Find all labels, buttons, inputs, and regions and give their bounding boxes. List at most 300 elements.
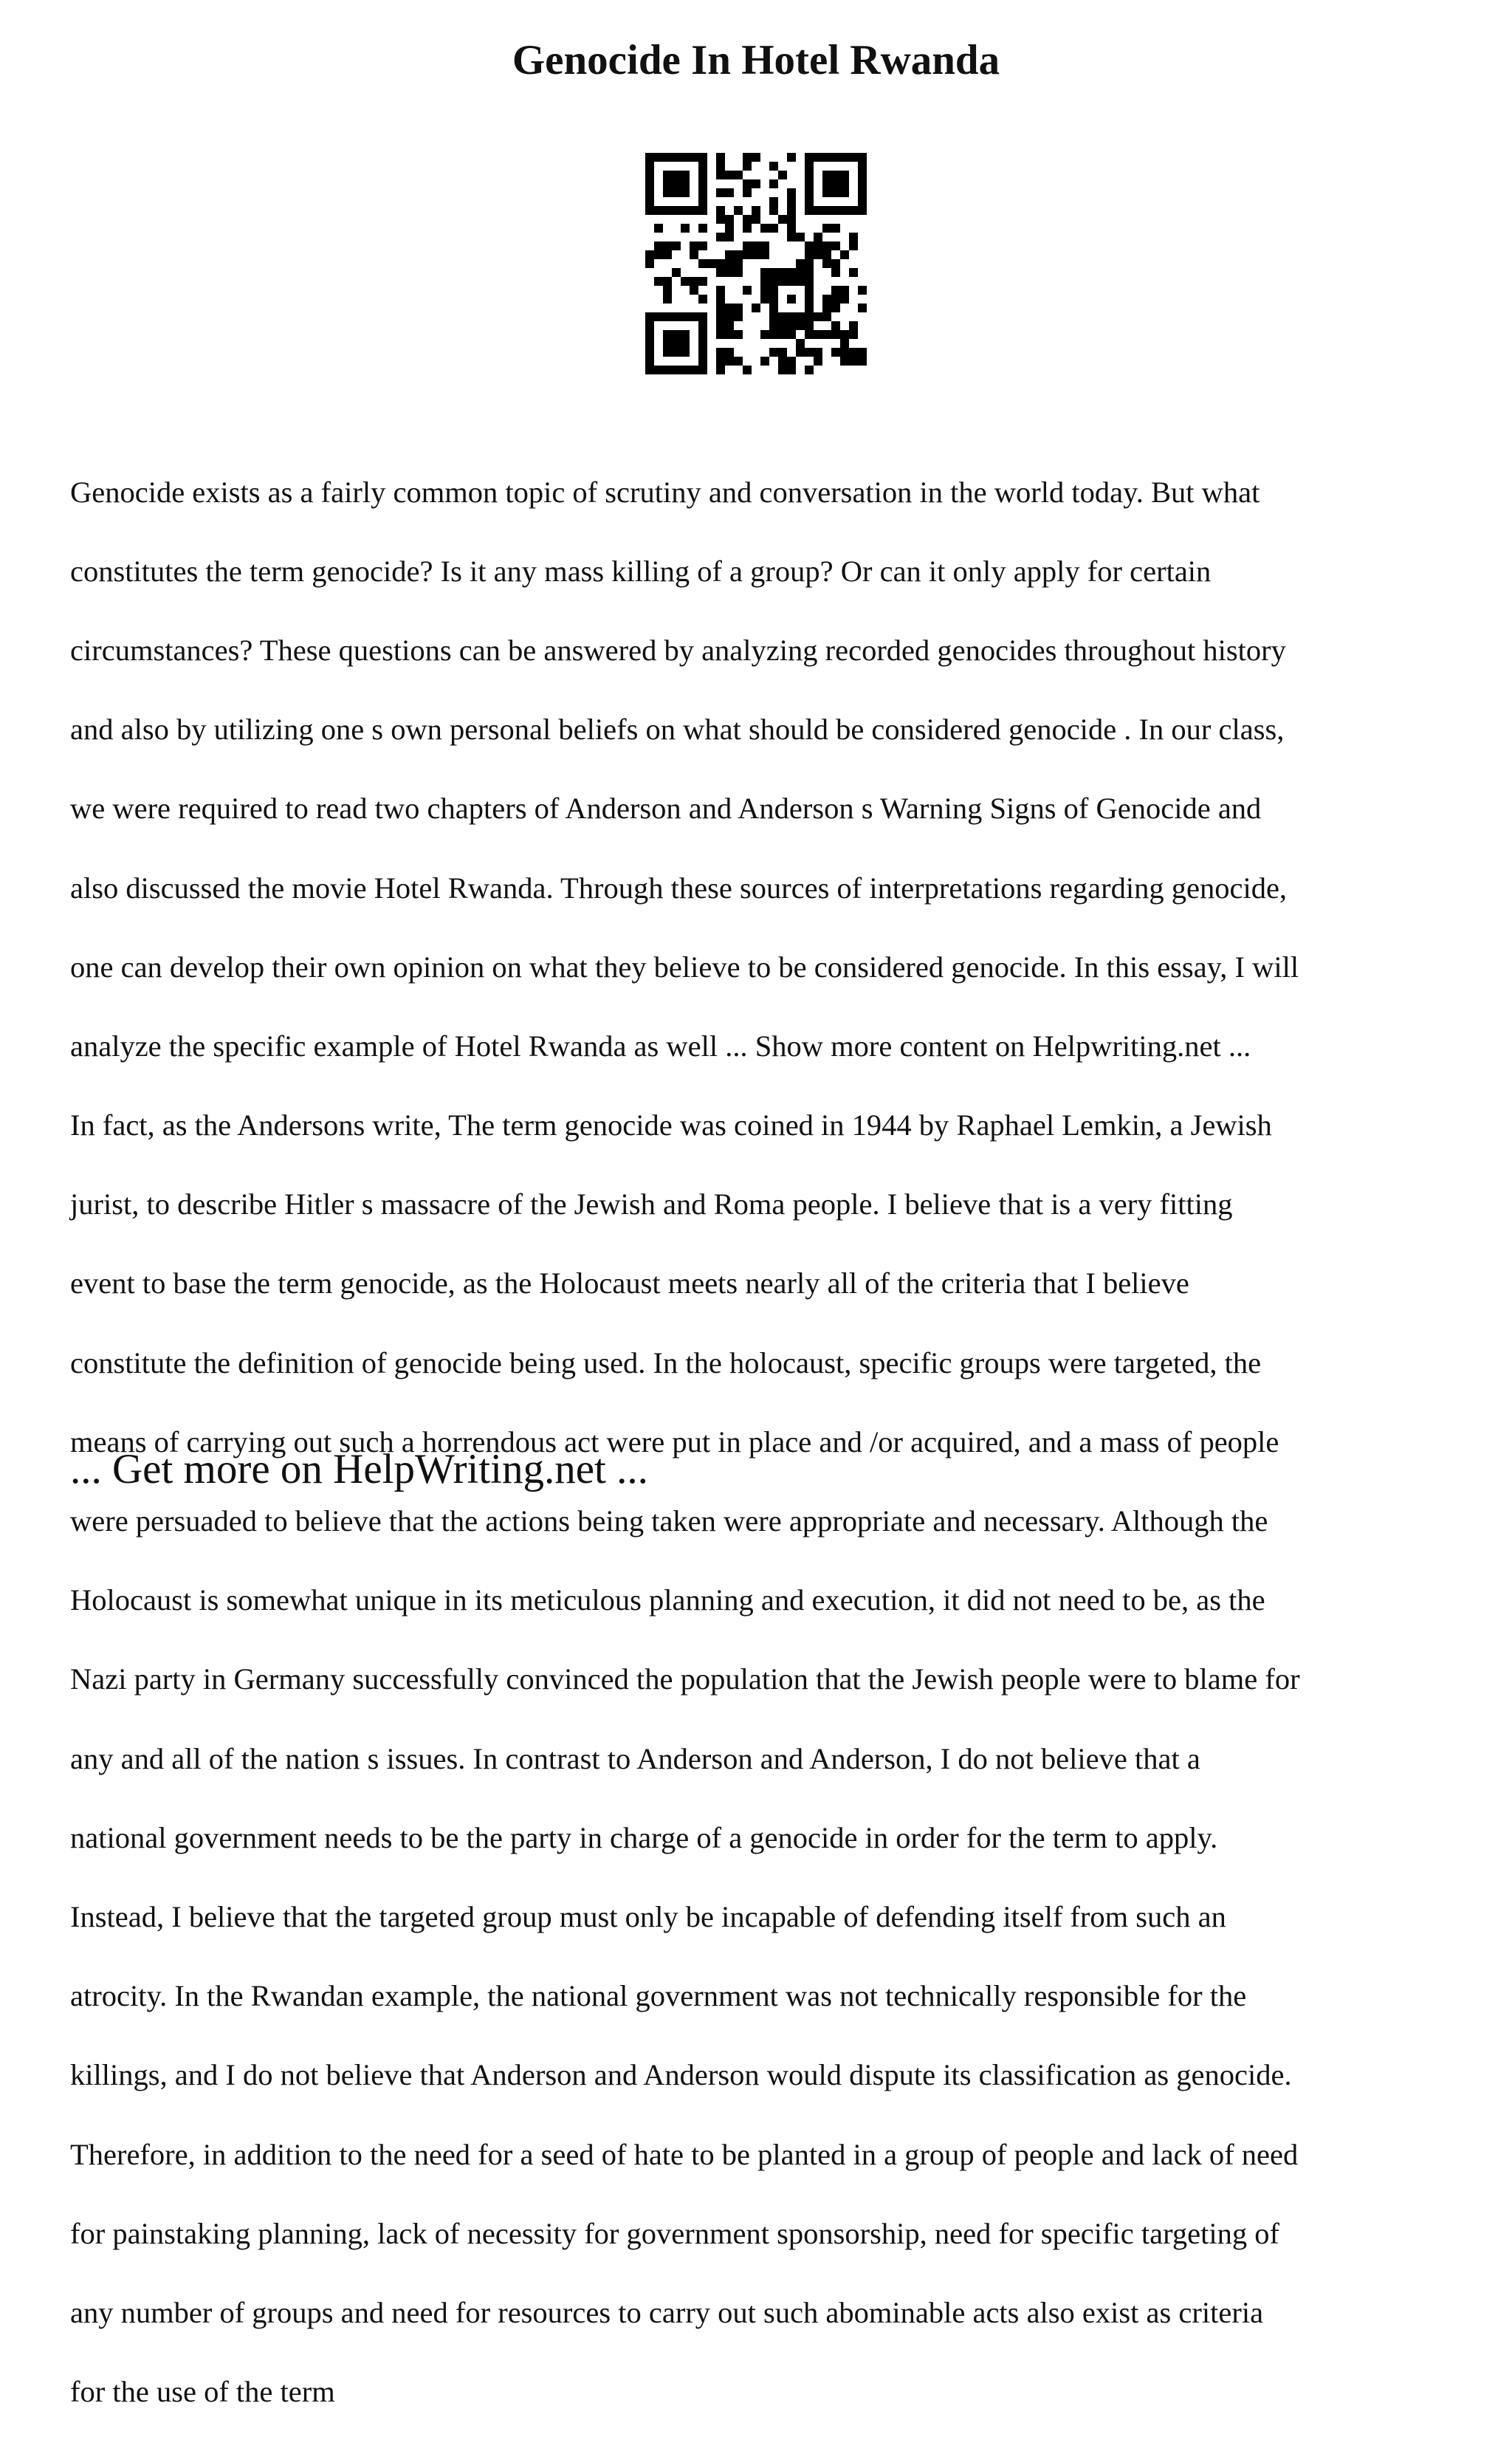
- qr-module: [698, 206, 707, 215]
- qr-module: [645, 153, 654, 162]
- qr-module: [787, 277, 796, 286]
- qr-module: [849, 206, 858, 215]
- qr-module: [796, 339, 805, 348]
- qr-module: [778, 268, 787, 277]
- qr-module: [663, 171, 672, 179]
- qr-module: [672, 179, 681, 188]
- qr-module: [787, 321, 796, 330]
- qr-module: [787, 233, 796, 241]
- qr-module: [805, 153, 814, 162]
- qr-module: [663, 286, 672, 295]
- qr-module: [645, 366, 654, 374]
- qr-module: [831, 224, 840, 233]
- qr-module: [645, 206, 654, 215]
- qr-module: [858, 286, 867, 295]
- qr-module: [654, 241, 663, 250]
- qr-module: [858, 304, 867, 312]
- qr-module: [805, 304, 814, 312]
- qr-module: [858, 348, 867, 357]
- qr-module: [672, 312, 681, 321]
- qr-module: [778, 321, 787, 330]
- qr-module: [840, 171, 849, 179]
- qr-module: [814, 312, 822, 321]
- qr-module: [805, 188, 814, 197]
- qr-module: [787, 312, 796, 321]
- qr-module: [663, 330, 672, 339]
- qr-module: [734, 330, 743, 339]
- qr-module: [760, 286, 769, 295]
- qr-module: [743, 241, 752, 250]
- qr-module: [840, 286, 849, 295]
- qr-module: [840, 179, 849, 188]
- qr-module: [716, 153, 725, 162]
- essay-line: and also by utilizing one s own personal beliefs on what should be considered genocide . In our class,: [70, 713, 1285, 747]
- qr-module: [725, 357, 734, 366]
- qr-module: [716, 206, 725, 215]
- qr-module: [645, 348, 654, 357]
- qr-module: [663, 339, 672, 348]
- qr-module: [698, 339, 707, 348]
- qr-module: [698, 295, 707, 304]
- qr-module: [769, 330, 778, 339]
- qr-module: [831, 171, 840, 179]
- qr-module: [805, 286, 814, 295]
- qr-module: [831, 348, 840, 357]
- qr-module: [787, 153, 796, 162]
- qr-module: [698, 277, 707, 286]
- qr-module: [814, 250, 822, 259]
- qr-module: [760, 357, 769, 366]
- qr-module: [734, 268, 743, 277]
- qr-module: [725, 268, 734, 277]
- qr-module: [672, 206, 681, 215]
- qr-module: [858, 171, 867, 179]
- essay-line: killings, and I do not believe that Anderson and Anderson would dispute its classification as genocide.: [70, 2058, 1292, 2092]
- qr-module: [690, 366, 698, 374]
- qr-module: [645, 197, 654, 206]
- qr-module: [698, 162, 707, 171]
- qr-module: [787, 330, 796, 339]
- qr-module: [725, 312, 734, 321]
- qr-module: [822, 241, 831, 250]
- qr-module: [725, 215, 734, 224]
- qr-module: [690, 250, 698, 259]
- qr-module: [681, 330, 690, 339]
- qr-module: [822, 153, 831, 162]
- qr-module: [822, 206, 831, 215]
- qr-module: [654, 312, 663, 321]
- qr-module: [849, 153, 858, 162]
- qr-module: [796, 277, 805, 286]
- qr-module: [645, 330, 654, 339]
- qr-module: [840, 295, 849, 304]
- qr-module: [698, 357, 707, 366]
- page-title: Genocide In Hotel Rwanda: [512, 37, 1000, 83]
- qr-module: [716, 295, 725, 304]
- essay-line: atrocity. In the Rwandan example, the national government was not technically responsible for the: [70, 1979, 1247, 2013]
- qr-module: [698, 153, 707, 162]
- qr-module: [849, 268, 858, 277]
- qr-module: [698, 224, 707, 233]
- qr-module: [858, 153, 867, 162]
- qr-module: [787, 268, 796, 277]
- qr-module: [840, 188, 849, 197]
- qr-module: [690, 286, 698, 295]
- get-more-link[interactable]: ... Get more on HelpWriting.net ...: [70, 1446, 648, 1492]
- qr-module: [681, 277, 690, 286]
- qr-module: [645, 357, 654, 366]
- qr-module: [849, 357, 858, 366]
- qr-module: [814, 357, 822, 366]
- qr-module: [778, 215, 787, 224]
- qr-module: [831, 268, 840, 277]
- qr-module: [805, 312, 814, 321]
- essay-line: event to base the term genocide, as the Holocaust meets nearly all of the criteria that I believe: [70, 1266, 1189, 1300]
- qr-module: [645, 171, 654, 179]
- essay-line: we were required to read two chapters of Anderson and Anderson s Warning Signs of Genocide and: [70, 792, 1262, 826]
- qr-module: [725, 321, 734, 330]
- qr-module: [796, 259, 805, 268]
- qr-module: [681, 206, 690, 215]
- qr-module: [805, 295, 814, 304]
- qr-module: [778, 357, 787, 366]
- qr-module: [796, 321, 805, 330]
- qr-module: [681, 312, 690, 321]
- qr-module: [787, 215, 796, 224]
- qr-module: [769, 268, 778, 277]
- qr-module: [752, 215, 760, 224]
- qr-module: [654, 366, 663, 374]
- qr-module: [716, 215, 725, 224]
- qr-module: [858, 188, 867, 197]
- qr-module: [831, 330, 840, 339]
- qr-module: [831, 295, 840, 304]
- qr-module: [752, 179, 760, 188]
- essay-line: jurist, to describe Hitler s massacre of the Jewish and Roma people. I believe that is a very fitting: [70, 1187, 1233, 1221]
- qr-module: [698, 366, 707, 374]
- qr-module: [769, 286, 778, 295]
- qr-module: [663, 312, 672, 321]
- qr-module: [743, 153, 752, 162]
- qr-module: [681, 153, 690, 162]
- qr-module: [831, 188, 840, 197]
- qr-module: [681, 171, 690, 179]
- qr-module: [672, 348, 681, 357]
- essay-line: any and all of the nation s issues. In contrast to Anderson and Anderson, I do not believe that a: [70, 1741, 1200, 1775]
- qr-module: [778, 348, 787, 357]
- qr-module: [681, 188, 690, 197]
- qr-module: [787, 357, 796, 366]
- qr-module: [663, 188, 672, 197]
- qr-module: [787, 206, 796, 215]
- qr-module: [716, 321, 725, 330]
- qr-module: [698, 312, 707, 321]
- qr-module: [672, 366, 681, 374]
- qr-module: [778, 312, 787, 321]
- qr-module: [760, 330, 769, 339]
- qr-module: [734, 259, 743, 268]
- qr-module: [831, 179, 840, 188]
- qr-module: [725, 330, 734, 339]
- qr-module: [840, 348, 849, 357]
- qr-module: [672, 188, 681, 197]
- qr-module: [716, 171, 725, 179]
- qr-module: [814, 153, 822, 162]
- qr-module: [814, 233, 822, 241]
- qr-module: [734, 312, 743, 321]
- qr-module: [822, 330, 831, 339]
- qr-module: [849, 348, 858, 357]
- qr-module: [805, 277, 814, 286]
- qr-module: [858, 357, 867, 366]
- qr-module: [787, 188, 796, 197]
- qr-module: [681, 366, 690, 374]
- qr-module: [769, 312, 778, 321]
- qr-module: [760, 224, 769, 233]
- qr-module: [716, 286, 725, 295]
- qr-module: [796, 312, 805, 321]
- qr-module: [822, 250, 831, 259]
- qr-module: [822, 259, 831, 268]
- qr-module: [690, 153, 698, 162]
- qr-module: [716, 348, 725, 357]
- qr-module: [663, 153, 672, 162]
- essay-line: for the use of the term: [70, 2375, 335, 2409]
- qr-module: [672, 330, 681, 339]
- qr-module: [805, 206, 814, 215]
- qr-module: [769, 197, 778, 206]
- qr-module: [787, 224, 796, 233]
- qr-module: [645, 250, 654, 259]
- qr-module: [645, 162, 654, 171]
- qr-module: [769, 295, 778, 304]
- qr-module: [805, 330, 814, 339]
- qr-module: [698, 171, 707, 179]
- qr-module: [858, 206, 867, 215]
- qr-module: [769, 348, 778, 357]
- essay-line: any number of groups and need for resources to carry out such abominable acts also exist as criteria: [70, 2295, 1264, 2329]
- qr-module: [769, 162, 778, 171]
- qr-module: [743, 215, 752, 224]
- qr-module: [663, 206, 672, 215]
- qr-module: [698, 259, 707, 268]
- qr-module: [814, 241, 822, 250]
- qr-module: [663, 277, 672, 286]
- qr-module: [725, 250, 734, 259]
- qr-module: [725, 224, 734, 233]
- qr-module: [849, 321, 858, 330]
- essay-line: Genocide exists as a fairly common topic of scrutiny and conversation in the world today. But what: [70, 475, 1260, 509]
- qr-module: [698, 188, 707, 197]
- qr-module: [858, 179, 867, 188]
- qr-module: [725, 259, 734, 268]
- qr-module: [760, 277, 769, 286]
- qr-module: [760, 268, 769, 277]
- qr-module: [698, 197, 707, 206]
- qr-module: [716, 357, 725, 366]
- qr-module: [698, 241, 707, 250]
- qr-module: [716, 312, 725, 321]
- qr-module: [716, 330, 725, 339]
- qr-module: [849, 233, 858, 241]
- qr-module: [787, 366, 796, 374]
- qr-module: [663, 241, 672, 250]
- qr-module: [805, 171, 814, 179]
- qr-module: [681, 179, 690, 188]
- qr-module: [743, 366, 752, 374]
- qr-module: [672, 171, 681, 179]
- qr-module: [752, 250, 760, 259]
- qr-module: [734, 304, 743, 312]
- qr-module: [822, 188, 831, 197]
- qr-module: [725, 304, 734, 312]
- qr-module: [707, 259, 716, 268]
- qr-module: [831, 153, 840, 162]
- qr-module: [822, 171, 831, 179]
- essay-line: Instead, I believe that the targeted group must only be incapable of defending itself from such an: [70, 1899, 1226, 1933]
- qr-module: [645, 321, 654, 330]
- qr-module: [840, 250, 849, 259]
- qr-module: [743, 188, 752, 197]
- qr-module: [725, 188, 734, 197]
- qr-module: [716, 259, 725, 268]
- qr-module: [849, 241, 858, 250]
- qr-module: [787, 295, 796, 304]
- essay-body: [70, 433, 1458, 2451]
- qr-module: [672, 339, 681, 348]
- qr-module: [831, 321, 840, 330]
- qr-module: [769, 224, 778, 233]
- qr-module: [690, 312, 698, 321]
- qr-module: [778, 277, 787, 286]
- qr-module: [822, 295, 831, 304]
- qr-module: [743, 250, 752, 259]
- qr-module: [805, 162, 814, 171]
- qr-module: [769, 206, 778, 215]
- qr-module: [831, 286, 840, 295]
- qr-module: [760, 295, 769, 304]
- qr-module: [698, 179, 707, 188]
- essay-line: Therefore, in addition to the need for a seed of hate to be planted in a group of people and lack of need: [70, 2137, 1299, 2171]
- qr-module: [814, 330, 822, 339]
- essay-line: In fact, as the Andersons write, The term genocide was coined in 1944 by Raphael Lemkin, a Jewish: [70, 1108, 1272, 1142]
- qr-module: [814, 348, 822, 357]
- qr-module: [725, 233, 734, 241]
- qr-module: [672, 241, 681, 250]
- qr-module: [654, 250, 663, 259]
- qr-module: [654, 153, 663, 162]
- essay-line: analyze the specific example of Hotel Rwanda as well ... Show more content on Helpwriting.net ...: [70, 1029, 1251, 1063]
- qr-module: [725, 171, 734, 179]
- qr-module: [734, 206, 743, 215]
- qr-module: [698, 330, 707, 339]
- qr-module: [645, 259, 654, 268]
- qr-module: [716, 233, 725, 241]
- qr-module: [698, 348, 707, 357]
- qr-module: [849, 330, 858, 339]
- qr-module: [805, 366, 814, 374]
- qr-module: [822, 179, 831, 188]
- qr-module: [645, 179, 654, 188]
- qr-module: [831, 206, 840, 215]
- qr-module: [831, 304, 840, 312]
- qr-module: [743, 162, 752, 171]
- qr-module: [805, 259, 814, 268]
- qr-module: [805, 348, 814, 357]
- qr-module: [822, 224, 831, 233]
- qr-module: [716, 162, 725, 171]
- qr-module: [769, 179, 778, 188]
- essay-line: were persuaded to believe that the actions being taken were appropriate and necessary. Although the: [70, 1504, 1268, 1538]
- qr-module: [805, 321, 814, 330]
- qr-module: [663, 179, 672, 188]
- qr-module: [769, 321, 778, 330]
- qr-module: [734, 250, 743, 259]
- qr-module: [831, 241, 840, 250]
- essay-line: Holocaust is somewhat unique in its meticulous planning and execution, it did not need to be, as the: [70, 1583, 1265, 1617]
- qr-module: [805, 250, 814, 259]
- qr-module: [654, 224, 663, 233]
- qr-module: [840, 339, 849, 348]
- qr-module: [796, 348, 805, 357]
- qr-module: [681, 339, 690, 348]
- qr-module: [752, 153, 760, 162]
- qr-module: [672, 153, 681, 162]
- qr-module: [858, 197, 867, 206]
- essay-line: circumstances? These questions can be answered by analyzing recorded genocides throughout history: [70, 633, 1286, 667]
- qr-module: [645, 188, 654, 197]
- qr-module: [690, 241, 698, 250]
- qr-module: [645, 312, 654, 321]
- essay-line: one can develop their own opinion on what they believe to be considered genocide. In this essay, I will: [70, 950, 1299, 984]
- qr-module: [734, 171, 743, 179]
- qr-module: [822, 304, 831, 312]
- qr-module: [769, 277, 778, 286]
- qr-module: [654, 277, 663, 286]
- qr-module: [822, 312, 831, 321]
- qr-module: [752, 206, 760, 215]
- qr-module: [840, 206, 849, 215]
- qr-module: [787, 197, 796, 206]
- qr-module: [663, 250, 672, 259]
- qr-module: [769, 304, 778, 312]
- qr-module: [778, 330, 787, 339]
- qr-module: [690, 277, 698, 286]
- qr-module: [663, 366, 672, 374]
- qr-code-icon: [645, 153, 867, 374]
- qr-module: [734, 357, 743, 366]
- qr-module: [663, 348, 672, 357]
- qr-module: [796, 268, 805, 277]
- qr-module: [698, 321, 707, 330]
- qr-module: [840, 153, 849, 162]
- essay-line: national government needs to be the party in charge of a genocide in order for the term to apply.: [70, 1820, 1218, 1854]
- qr-module: [778, 171, 787, 179]
- essay-line: also discussed the movie Hotel Rwanda. Through these sources of interpretations regarding genocide,: [70, 871, 1288, 905]
- qr-module: [814, 206, 822, 215]
- qr-module: [716, 366, 725, 374]
- qr-module: [681, 224, 690, 233]
- qr-module: [805, 197, 814, 206]
- qr-module: [805, 241, 814, 250]
- qr-module: [716, 304, 725, 312]
- qr-module: [778, 366, 787, 374]
- qr-module: [645, 339, 654, 348]
- qr-module: [690, 206, 698, 215]
- qr-module: [840, 357, 849, 366]
- qr-module: [831, 259, 840, 268]
- essay-line: constitute the definition of genocide being used. In the holocaust, specific groups were targeted, the: [70, 1346, 1262, 1379]
